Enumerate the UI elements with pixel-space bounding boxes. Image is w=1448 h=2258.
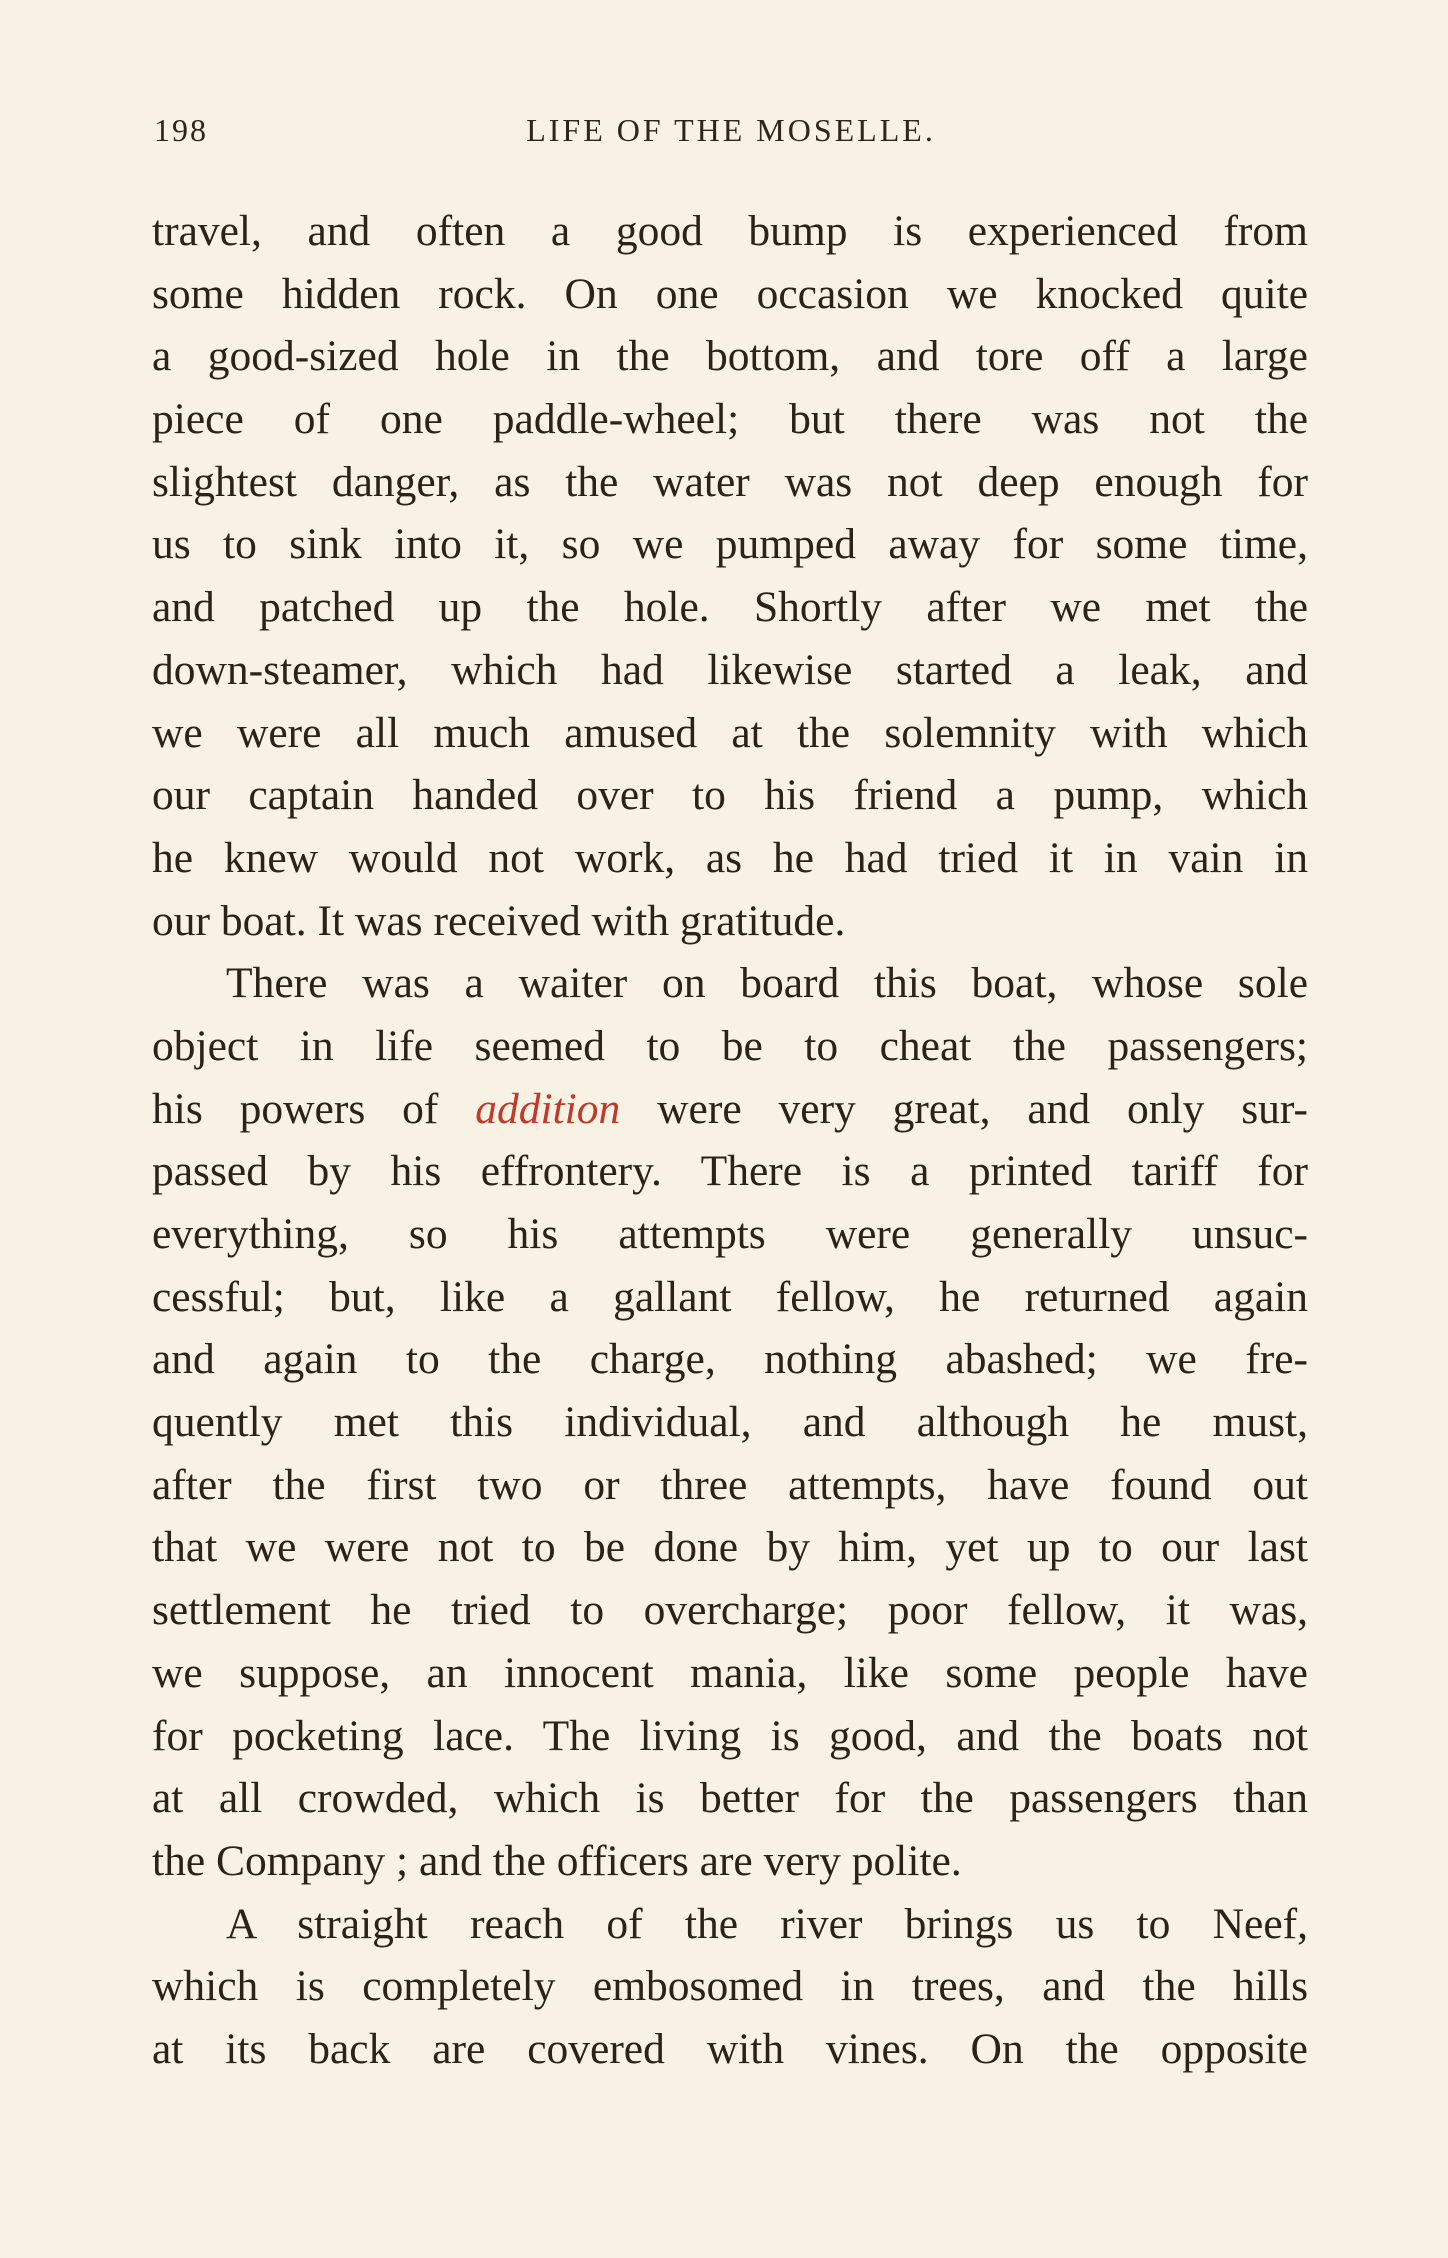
text-line: quently met this individual, and although he must, <box>152 1398 1308 1447</box>
page-number: 198 <box>154 112 208 148</box>
text-line: travel, and often a good bump is experienced from <box>152 207 1308 255</box>
text-line: and patched up the hole. Shortly after we met the <box>152 583 1308 632</box>
text-line: after the first two or three attempts, have found out <box>152 1460 1308 1509</box>
text-line: us to sink into it, so we pumped away for some time, <box>152 520 1308 569</box>
text-fragment: were very great, and only sur- <box>620 1084 1309 1133</box>
text-line: that we were not to be done by him, yet up to our last <box>152 1523 1308 1572</box>
text-line-with-emphasis <box>152 1078 1308 1141</box>
text-line: down-steamer, which had likewise started a leak, and <box>152 645 1308 694</box>
text-line: some hidden rock. On one occasion we knocked quite <box>152 269 1308 318</box>
text-line: object in life seemed to be to cheat the passengers; <box>152 1021 1308 1070</box>
paragraph-end-line: our boat. It was received with gratitude. <box>152 896 846 945</box>
text-line: we were all much amused at the solemnity with which <box>152 708 1308 757</box>
text-line: at its back are covered with vines. On the opposite <box>152 2024 1308 2073</box>
text-line: everything, so his attempts were generally unsuc- <box>152 1210 1308 1258</box>
text-fragment: his powers of <box>152 1084 476 1133</box>
text-line: our captain handed over to his friend a pump, which <box>152 771 1308 820</box>
text-line: passed by his effrontery. There is a printed tariff for <box>152 1147 1308 1196</box>
text-line: cessful; but, like a gallant fellow, he returned again <box>152 1272 1308 1321</box>
text-line: we suppose, an innocent mania, like some people have <box>152 1648 1308 1697</box>
running-head <box>154 112 1308 164</box>
text-line: a good-sized hole in the bottom, and tore off a large <box>152 332 1308 381</box>
body-text <box>152 200 1308 2081</box>
text-line: piece of one paddle-wheel; but there was not the <box>152 395 1308 444</box>
text-line: at all crowded, which is better for the passengers than <box>152 1774 1308 1823</box>
text-line: for pocketing lace. The living is good, and the boats not <box>152 1711 1308 1760</box>
text-line: and again to the charge, nothing abashed; we fre- <box>152 1335 1308 1384</box>
text-line: slightest danger, as the water was not deep enough for <box>152 457 1308 506</box>
text-line: settlement he tried to overcharge; poor fellow, it was, <box>152 1586 1308 1635</box>
paragraph-start-line: There was a waiter on board this boat, whose sole <box>226 959 1308 1008</box>
paragraph-end-line: the Company ; and the officers are very polite. <box>152 1836 962 1885</box>
paragraph-start-line: A straight reach of the river brings us to Neef, <box>226 1899 1308 1948</box>
running-title: LIFE OF THE MOSELLE. <box>526 112 936 148</box>
text-line: he knew would not work, as he had tried it in vain in <box>152 833 1308 882</box>
text-line: which is completely embosomed in trees, and the hills <box>152 1962 1308 2011</box>
emphasized-word: addition <box>475 1084 621 1133</box>
